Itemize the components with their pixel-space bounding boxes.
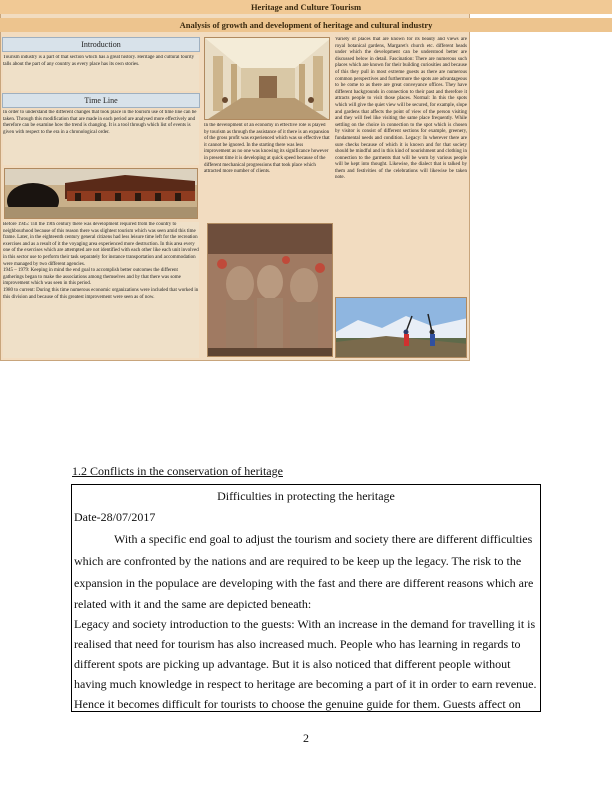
page-number: 2 (303, 731, 309, 745)
tourism-economy-text: In the development of an economy in effective role is played by tourism as through the assistance of it there is an expansion of the gross profit was experienced which was so effective that it cannot be ignored. In the starting there was less improvement as no one was knowing its significance however in present time it is developing at quick speed because of the different mechanical progressions that took place which attracted more number of clients. (204, 123, 331, 213)
introduction-text: Tourism industry is a part of that section which has a great history. Heritage and cultural tourity talls about the part of any country as every place has its own stories. (3, 55, 199, 91)
timeline-heading: Time Line (2, 93, 200, 108)
museum-hall-photo (204, 37, 330, 120)
places-description-text: Variety of places that are known for its beauty and views are royal botanical gardens, Margaret's church etc. different heads under which the development can be understood better are discussed below in detail. Fascination: There are numerous such places which are known for their building curiosities and because of this they pull in most extreme guests as there are numerous common perspectives and furthermore the spots are advantageous to be come to as there are great conveyance offices. They have different backgrounds in connection to their past and therefore it attracts people to visit those places. Normal: In this the spots which will give the quiet view will be secured, for example, slope and gardens that affects the point of view of the person visiting and they will feel like visiting the same place frequently. While settling on the choice in connection to the spot which is chosen by visitor is consist of different sections for example, greenery, fundamental needs and condition. Legacy: In wherever there are sure checks because of which it is known and for that society should be mindful and in this kind of nourishment and clothing in connection to the garments that will be worn by various people will be kept into thought. Likewise, the dialect that is talked by them and festivities of the celebrations will likewise be taken note. (335, 37, 467, 293)
section-heading: 1.2 Conflicts in the conservation of heritage (72, 464, 283, 478)
palace-photo (4, 168, 198, 219)
introduction-heading: Introduction (2, 37, 200, 52)
box-line: having much knowledge in respect to heritage are becoming a part of it in order to earn revenue. (74, 677, 537, 691)
box-line: which are confronted by the nations and are required to be keep up the legacy. The risk to the (74, 554, 522, 568)
box-line: Legacy and society introduction to the guests: With an increase in the demand for travelling it is (74, 617, 536, 631)
poster-subtitle: Analysis of growth and development of heritage and cultural industry (0, 18, 470, 32)
poster-title: Heritage and Culture Tourism (0, 0, 470, 14)
period-1945-1979: 1945 – 1979: Keeping in mind the end goal to accomplish better outcomes the different gatherings began to make the associations among themselves and by that there was some improvement which was seen in this period. (3, 268, 181, 287)
box-line: realised that need for tourism has also increased much. People who has learning in regards to (74, 637, 521, 651)
box-line: related with it and the same are depicted beneath: (74, 597, 312, 611)
timeline-periods (3, 222, 199, 358)
timeline-text: In order to understand the different changes that took place in the tourism use of time line can be taken. Through this modification that are made in each period are analysed more effectively and therefore can be examine how the trend is changing. It is a tool through which list of events is given with respect to the era in a chronological order. (3, 110, 199, 165)
buddha-statues-photo (207, 223, 333, 357)
palace-illustration (5, 169, 198, 219)
period-1980-current: 1980 to current: During this time numerous economic organizations were included that worked in this division and because of this greatest improvement were seen as of now. (3, 287, 199, 300)
box-date: Date-28/07/2017 (74, 510, 156, 524)
mountain-hikers-photo (335, 297, 467, 358)
heritage-poster (0, 0, 470, 361)
museum-illustration (205, 38, 330, 120)
mountain-illustration (336, 298, 467, 358)
box-line: expansion in the populace are developing with the fast and there are different reasons which are (74, 576, 534, 590)
box-line: Hence it becomes difficult for tourists to choose the genuine guide for them. Guests affect on (74, 697, 521, 711)
box-line: different spots are picking up advantage. But it is also noticed that different people without (74, 657, 511, 671)
box-title: Difficulties in protecting the heritage (217, 489, 395, 503)
statues-illustration (208, 224, 333, 357)
box-line: With a specific end goal to adjust the tourism and society there are different difficulties (114, 532, 533, 546)
period-before-1945: Before 1945: Till the 19th century there was development required from the country to neighbourhood because of this reason there was slightest tourism which was seen amid this time frame. Later, in the eighteenth century general citizens had less leisure time left for the recreation exercises and as a result of it the voyaging area experienced more destruction. In this area every one of the exercises which are attempted are not identified with each other like each unit involved in this sector use to perform their task separately for instance transportation and accommodation were managed by two different agencies. (3, 222, 199, 267)
